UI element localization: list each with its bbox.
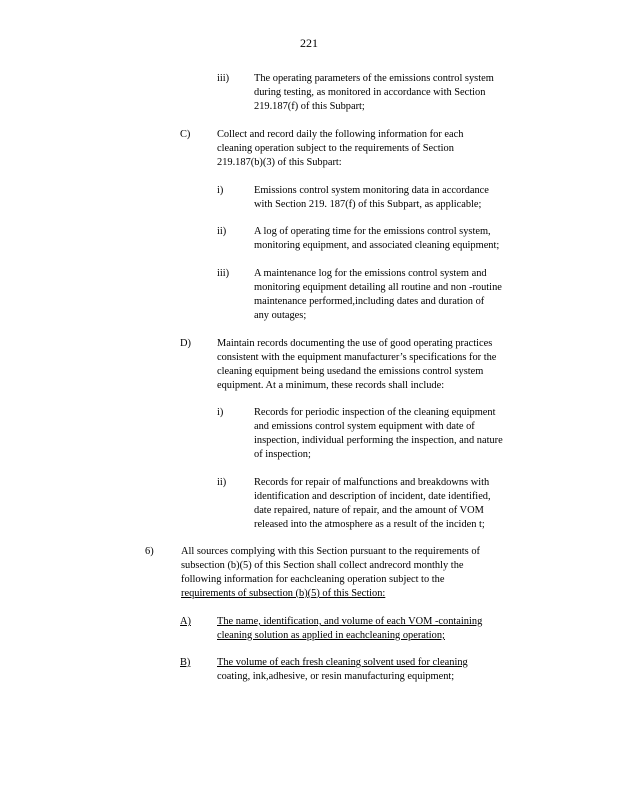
item-line: date repaired, nature of repair, and the amount of VOM bbox=[254, 504, 484, 516]
item-line: following information for eachcleaning operation subject to the bbox=[181, 573, 445, 585]
item-line: All sources complying with this Section pursuant to the requirements of bbox=[181, 546, 480, 557]
item-label: iii) bbox=[217, 73, 230, 84]
item-label: C) bbox=[180, 129, 191, 140]
item-line: Collect and record daily the following information for each bbox=[217, 129, 464, 140]
item-line: Records for periodic inspection of the cleaning equipment bbox=[254, 407, 496, 418]
item-line: coating, ink,adhesive, or resin manufacturing equipment; bbox=[217, 670, 455, 682]
item-label: A) bbox=[180, 616, 191, 627]
item-line: any outages; bbox=[254, 309, 307, 321]
item-line: and emissions control system equipment with date of bbox=[254, 420, 475, 432]
item-line: identification and description of incident, date identified, bbox=[254, 490, 491, 502]
item-line: Emissions control system monitoring data in accordance bbox=[254, 185, 489, 196]
page-number: 221 bbox=[300, 36, 318, 50]
item-line: released into the atmosphere as a result of the inciden t; bbox=[254, 518, 485, 530]
item-line: of inspection; bbox=[254, 448, 311, 460]
item-line: cleaning equipment being usedand the emissions control system bbox=[217, 365, 484, 377]
item-line: cleaning solution as applied in eachcleaning operation; bbox=[217, 629, 445, 641]
item-label: iii) bbox=[217, 268, 230, 279]
item-line: cleaning operation subject to the requirements of Section bbox=[217, 142, 454, 154]
item-line: Records for repair of malfunctions and breakdowns with bbox=[254, 477, 490, 488]
item-line: subsection (b)(5) of this Section shall collect andrecord monthly the bbox=[181, 559, 464, 571]
item-line: monitoring equipment detailing all routine and non -routine bbox=[254, 281, 502, 293]
item-line: during testing, as monitored in accordance with Section bbox=[254, 86, 486, 98]
item-line: A maintenance log for the emissions control system and bbox=[254, 268, 487, 279]
item-line: A log of operating time for the emissions control system, bbox=[254, 226, 491, 237]
item-line: The name, identification, and volume of each VOM -containing bbox=[217, 616, 483, 627]
item-label: B) bbox=[180, 657, 191, 668]
item-label: 6) bbox=[145, 546, 154, 557]
item-label: i) bbox=[217, 185, 224, 196]
item-line: The operating parameters of the emissions control system bbox=[254, 73, 494, 84]
item-line: requirements of subsection (b)(5) of this Section: bbox=[181, 587, 386, 599]
item-line: maintenance performed,including dates and duration of bbox=[254, 295, 485, 307]
item-line: 219.187(b)(3) of this Subpart: bbox=[217, 156, 342, 168]
item-label: D) bbox=[180, 338, 191, 349]
item-line: consistent with the equipment manufacturer’s specifications for the bbox=[217, 351, 497, 363]
item-line: equipment. At a minimum, these records shall include: bbox=[217, 379, 445, 391]
item-label: ii) bbox=[217, 477, 227, 488]
item-line: Maintain records documenting the use of good operating practices bbox=[217, 338, 493, 349]
item-line: inspection, individual performing the inspection, and nature bbox=[254, 434, 503, 446]
item-line: monitoring equipment, and associated cleaning equipment; bbox=[254, 239, 500, 251]
item-label: ii) bbox=[217, 226, 227, 237]
item-line: 219.187(f) of this Subpart; bbox=[254, 100, 365, 112]
item-line: with Section 219. 187(f) of this Subpart, as applicable; bbox=[254, 198, 482, 210]
item-label: i) bbox=[217, 407, 224, 418]
item-line: The volume of each fresh cleaning solvent used for cleaning bbox=[217, 657, 468, 668]
